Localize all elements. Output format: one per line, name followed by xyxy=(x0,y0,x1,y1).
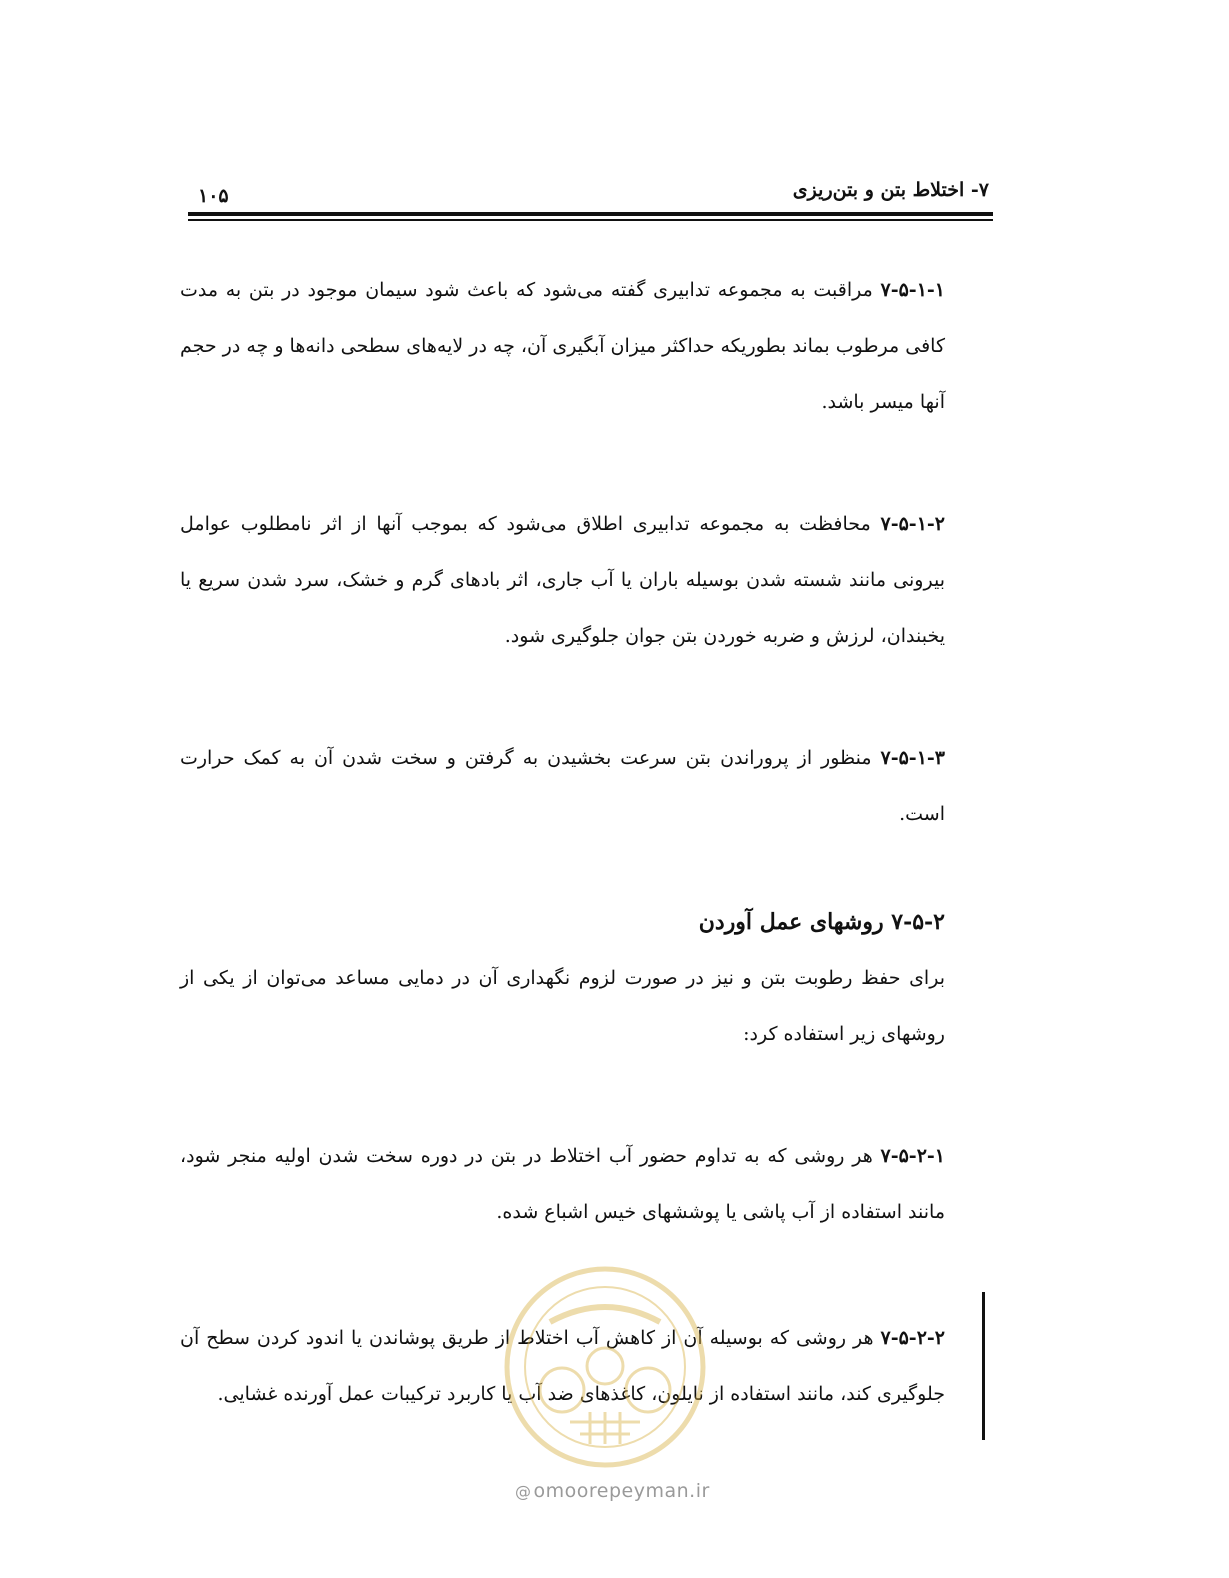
revision-bar xyxy=(982,1292,985,1440)
at-icon: @ xyxy=(515,1482,532,1501)
clause-number: ۷-۵-۲-۲ xyxy=(880,1327,945,1349)
header-rule-thick xyxy=(188,212,993,216)
section-intro: برای حفظ رطوبت بتن و نیز در صورت لزوم نگهداری آن در دمایی مساعد می‌توان از یکی از روشهای زیر استفاده کرد: xyxy=(180,967,945,1045)
page-header xyxy=(188,175,993,225)
clause-text: مراقبت به مجموعه تدابیری گفته می‌شود که باعث شود سیمان موجود در بتن به مدت کافی مرطوب بماند بطوریکه حداکثر میزان آبگیری آن، چه در لایه‌های سطحی دانه‌ها و چه در حجم آنها میسر باشد. xyxy=(179,279,945,413)
chapter-title: ۷- اختلاط بتن و بتن‌ریزی xyxy=(792,179,989,201)
clause-number: ۷-۵-۱-۳ xyxy=(880,747,945,769)
section-heading: ۷-۵-۲ روشهای عمل آوردن xyxy=(698,909,945,935)
clause-text: محافظت به مجموعه تدابیری اطلاق می‌شود که بموجب آنها از اثر نامطلوب عوامل بیرونی مانند شسته شدن بوسیله باران یا آب جاری، اثر بادهای گرم و خشک، سرد شدن سریع یا یخبندان، لرزش و ضربه خوردن بتن جوان جلوگیری شود. xyxy=(180,513,945,647)
page-number: ۱۰۵ xyxy=(198,185,229,207)
clause-number: ۷-۵-۱-۱ xyxy=(880,279,945,301)
clause-7-5-1-2 xyxy=(180,496,945,664)
watermark-seal-icon xyxy=(500,1262,710,1472)
header-rule-thin xyxy=(188,219,993,221)
clause-7-5-2-1 xyxy=(180,1128,945,1240)
clause-7-5-1-3 xyxy=(180,730,945,842)
clause-7-5-1-1 xyxy=(180,262,945,430)
clause-number: ۷-۵-۱-۲ xyxy=(880,513,945,535)
clause-text: هر روشی که بوسیله آن از کاهش آب اختلاط از طریق پوشاندن یا اندود کردن سطح آن جلوگیری کند، مانند استفاده از نایلون، کاغذهای ضد آب یا کاربرد ترکیبات عمل آورنده غشایی. xyxy=(180,1327,945,1405)
clause-text: هر روشی که به تداوم حضور آب اختلاط در بتن در دوره سخت شدن اولیه منجر شود، مانند استفاده از آب پاشی یا پوششهای خیس اشباع شده. xyxy=(180,1145,945,1223)
clause-text: منظور از پروراندن بتن سرعت بخشیدن به گرفتن و سخت شدن آن به کمک حرارت است. xyxy=(180,747,945,825)
watermark-url: @ omoorepeyman.ir xyxy=(515,1480,710,1502)
clause-number: ۷-۵-۲-۱ xyxy=(880,1145,945,1167)
page-body xyxy=(180,262,945,1422)
